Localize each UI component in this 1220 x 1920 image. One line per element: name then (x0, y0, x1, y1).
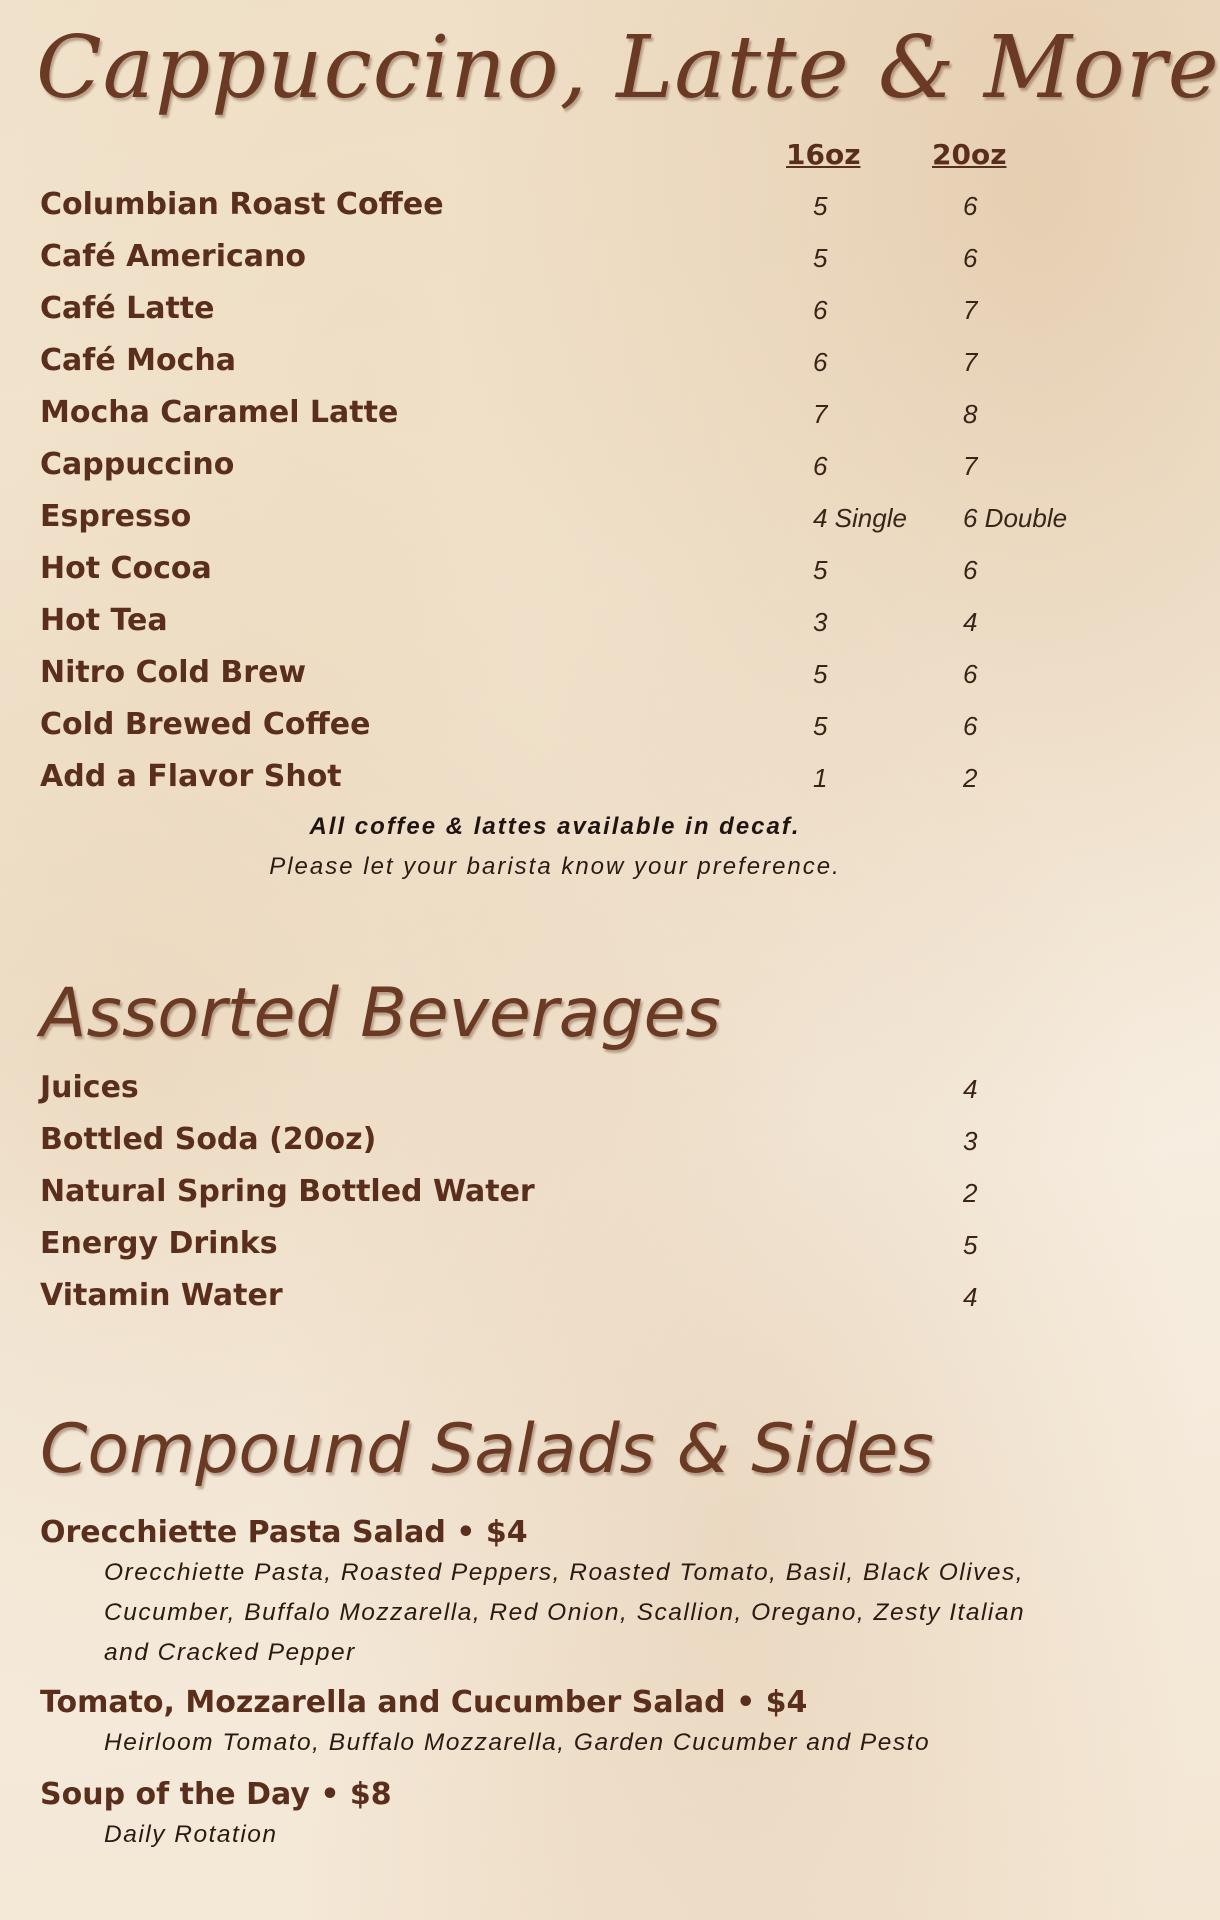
beverage-item (0, 1174, 1081, 1226)
salad-description: Daily Rotation (104, 1821, 278, 1848)
price-20oz: 8 (963, 399, 978, 429)
salad-description: Heirloom Tomato, Buffalo Mozzarella, Garden Cucumber and Pesto (104, 1729, 931, 1756)
item-name: Bottled Soda (20oz) (40, 1122, 377, 1157)
item-name: Juices (40, 1070, 139, 1105)
price-16oz: 7 (813, 399, 828, 429)
price-20oz: 7 (963, 295, 978, 325)
price-20oz: 6 (963, 555, 978, 585)
price-20oz: 2 (963, 763, 978, 793)
price-20oz: 6 Double (963, 503, 1068, 533)
salad-name: Soup of the Day • $8 (40, 1777, 392, 1812)
coffee-item (0, 759, 1081, 811)
coffee-item (0, 395, 1081, 447)
coffee-item (0, 551, 1081, 603)
coffee-item (0, 707, 1081, 759)
item-name: Hot Cocoa (40, 551, 212, 586)
beverage-item (0, 1070, 1081, 1122)
coffee-item (0, 343, 1081, 395)
salad-name: Tomato, Mozzarella and Cucumber Salad • $4 (40, 1685, 808, 1720)
column-header-16oz: 16oz (786, 138, 861, 171)
price-16oz: 6 (813, 347, 828, 377)
item-name: Hot Tea (40, 603, 168, 638)
item-name: Energy Drinks (40, 1226, 278, 1261)
item-name: Mocha Caramel Latte (40, 395, 399, 430)
coffee-item (0, 239, 1081, 291)
price-20oz: 6 (963, 659, 978, 689)
price-16oz: 5 (813, 659, 828, 689)
item-name: Café Mocha (40, 343, 236, 378)
price-16oz: 3 (813, 607, 828, 637)
price-16oz: 5 (813, 243, 828, 273)
coffee-item (0, 499, 1081, 551)
price-16oz: 1 (813, 763, 828, 793)
beverage-item (0, 1278, 1081, 1330)
item-name: Café Latte (40, 291, 215, 326)
beverage-item (0, 1122, 1081, 1174)
item-name: Add a Flavor Shot (40, 759, 342, 794)
salad-description: Orecchiette Pasta, Roasted Peppers, Roasted Tomato, Basil, Black Olives, Cucumber, Buffalo Mozzarella, Red Onion, Scallion, Oregano, Zesty Italian and Cracked Pepper (104, 1559, 1026, 1666)
coffee-item (0, 603, 1081, 655)
item-price: 4 (963, 1074, 978, 1104)
item-name: Cappuccino (40, 447, 235, 482)
price-16oz: 5 (813, 711, 828, 741)
price-16oz: 6 (813, 295, 828, 325)
item-name: Columbian Roast Coffee (40, 187, 444, 222)
item-name: Nitro Cold Brew (40, 655, 307, 690)
price-20oz: 6 (963, 191, 978, 221)
item-price: 5 (963, 1230, 978, 1260)
preference-note: Please let your barista know your preference. (269, 853, 841, 880)
price-20oz: 6 (963, 243, 978, 273)
price-16oz: 5 (813, 555, 828, 585)
salads-title: Compound Salads & Sides (40, 1410, 934, 1489)
item-name: Cold Brewed Coffee (40, 707, 371, 742)
coffee-item (0, 447, 1081, 499)
coffee-item (0, 655, 1081, 707)
item-price: 4 (963, 1282, 978, 1312)
price-16oz: 4 Single (813, 503, 907, 533)
price-20oz: 7 (963, 347, 978, 377)
coffee-item (0, 291, 1081, 343)
item-name: Café Americano (40, 239, 307, 274)
item-name: Natural Spring Bottled Water (40, 1174, 535, 1209)
coffee-item (0, 187, 1081, 239)
price-16oz: 6 (813, 451, 828, 481)
beverages-title: Assorted Beverages (40, 974, 721, 1053)
item-price: 3 (963, 1126, 978, 1156)
price-20oz: 4 (963, 607, 978, 637)
price-20oz: 7 (963, 451, 978, 481)
menu-title: Cappuccino, Latte & More (36, 18, 1220, 118)
decaf-note: All coffee & lattes available in decaf. (309, 813, 801, 840)
item-name: Vitamin Water (40, 1278, 283, 1313)
salad-name: Orecchiette Pasta Salad • $4 (40, 1515, 528, 1550)
item-price: 2 (963, 1178, 978, 1208)
column-header-20oz: 20oz (932, 138, 1007, 171)
price-20oz: 6 (963, 711, 978, 741)
price-16oz: 5 (813, 191, 828, 221)
beverage-item (0, 1226, 1081, 1278)
item-name: Espresso (40, 499, 192, 534)
